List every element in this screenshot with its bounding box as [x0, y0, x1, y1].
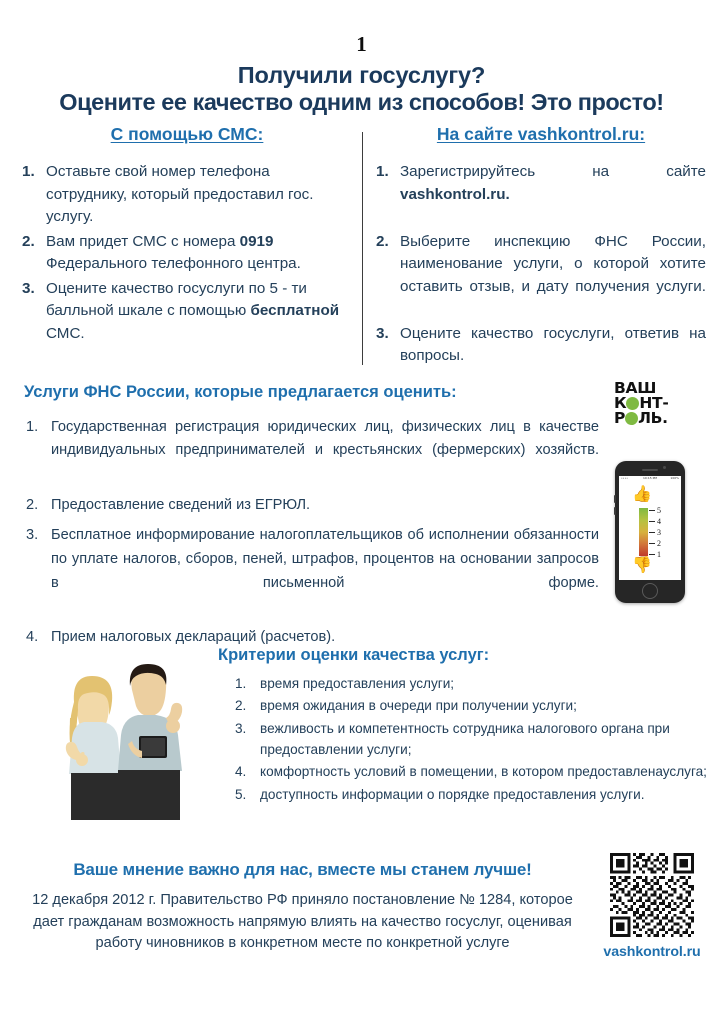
- site-step-marker: 3.: [376, 324, 389, 342]
- page-title: [14, 62, 709, 117]
- sms-step-segment: Оставьте свой номер телефона сотруднику, который предоставил гос. услугу.: [46, 163, 314, 225]
- thumbs-down-icon: 👎: [632, 557, 652, 574]
- site-step-text: [400, 163, 706, 225]
- qr-caption-link[interactable]: vashkontrol.ru: [603, 944, 701, 960]
- criterion-marker: 2.: [235, 698, 247, 714]
- criterion-marker: 3.: [235, 721, 247, 737]
- rating-tick-label: 4: [657, 517, 661, 526]
- website-instructions-column: [376, 124, 706, 392]
- criterion-text: доступность информации о порядке предоставления услуги.: [260, 787, 645, 803]
- status-signal: ••••: [621, 476, 629, 480]
- services-list: [24, 416, 599, 650]
- rating-tick-label: 2: [657, 539, 661, 548]
- phone-camera: [663, 466, 666, 469]
- rating-tick: [649, 543, 655, 544]
- sms-instructions-column: [22, 124, 352, 347]
- criterion-marker: 1.: [235, 675, 247, 691]
- site-step-emphasis: vashkontrol.ru.: [400, 185, 510, 203]
- rating-tick: [649, 532, 655, 533]
- rating-tick-label: 5: [657, 506, 661, 515]
- phone-volume-button-2: [614, 507, 616, 515]
- status-battery: 100%: [670, 476, 679, 480]
- sms-step-segment: СМС.: [46, 324, 85, 342]
- logo-line-3-pre: Р: [614, 408, 626, 427]
- sms-steps-list: [22, 161, 352, 345]
- rating-scale: [649, 507, 673, 557]
- service-item: [24, 494, 599, 518]
- service-text: Прием налоговых деклараций (расчетов).: [51, 628, 336, 645]
- logo-line-3: [614, 408, 694, 427]
- site-step-segment: Выберите инспекцию ФНС России, наименование услуги, о которой хотите оставить отзыв, и дату получения услуги.: [400, 232, 706, 295]
- criterion-item: [235, 762, 708, 783]
- criterion-text: вежливость и компетентность сотрудника налогового органа при предоставлении услуги;: [260, 721, 670, 757]
- couple-photo: [38, 648, 213, 820]
- logo-green-circle-icon-2: [625, 412, 638, 425]
- site-step-marker: 2.: [376, 232, 389, 250]
- sms-step-segment: Оцените качество госуслуги по 5 - ти балльной шкале с помощью: [46, 279, 307, 319]
- sms-step-item: [22, 278, 352, 346]
- criterion-text: комфортность условий в помещении, в котором предоставленауслуга;: [260, 764, 707, 780]
- rating-tick: [649, 554, 655, 555]
- services-heading: Услуги ФНС России, которые предлагается оценить:: [24, 383, 457, 401]
- phone-earpiece: [642, 469, 658, 471]
- criterion-marker: 4.: [235, 764, 247, 780]
- site-step-text: [400, 233, 706, 318]
- sms-step-text: [46, 233, 301, 273]
- rating-gradient-bar: [639, 508, 648, 556]
- service-marker: 2.: [26, 496, 39, 513]
- rating-tick: [649, 521, 655, 522]
- site-step-segment: Оцените качество госуслуги, ответив на вопросы.: [400, 324, 706, 364]
- footer-text: 12 декабря 2012 г. Правительство РФ приняло постановление № 1284, которое дает гражданам возможность напрямую влиять на качество госуслуг, оценивая работу чиновников в конкретном месте по конкретной услуге: [32, 892, 573, 951]
- service-item: [24, 416, 599, 487]
- vash-kontrol-logo: [614, 381, 694, 426]
- site-step-item: [376, 231, 706, 321]
- criterion-item: [235, 719, 708, 760]
- service-marker: 3.: [26, 527, 39, 544]
- site-column-heading: На сайте vashkontrol.ru:: [436, 124, 646, 144]
- service-text: Бесплатное информирование налогоплательщиков об исполнении обязанности по уплате налогов, сборов, пеней, штрафов, процентов на основании запросов в письменной форме.: [51, 527, 599, 591]
- criteria-heading: Критерии оценки качества услуг:: [218, 646, 490, 664]
- page-number: 1: [356, 32, 367, 56]
- criterion-item: [235, 785, 708, 806]
- logo-line-1: ВАШ: [614, 379, 657, 397]
- thumbs-up-icon: 👍: [632, 486, 652, 503]
- service-item: [24, 524, 599, 619]
- services-section: [24, 383, 599, 657]
- sms-column-heading: С помощью СМС:: [110, 124, 264, 144]
- phone-mockup: [615, 461, 685, 603]
- rating-tick-label: 1: [657, 550, 661, 559]
- sms-step-emphasis: бесплатной: [250, 302, 340, 319]
- page-title-line-2: Оцените ее качество одним из способов! Это просто!: [59, 89, 664, 116]
- service-marker: 1.: [26, 418, 39, 435]
- two-column-instructions: [0, 124, 723, 374]
- sms-step-text: [46, 163, 314, 225]
- couple-photo-illustration: [38, 648, 213, 820]
- footer-section: [20, 860, 585, 954]
- logo-line-3-post: ЛЬ: [638, 408, 663, 427]
- site-steps-list: [376, 161, 706, 390]
- sms-step-marker: 2.: [22, 232, 35, 250]
- footer-heading: Ваше мнение важно для нас, вместе мы станем лучше!: [73, 860, 532, 879]
- logo-line-2-pre: К: [614, 393, 627, 412]
- criterion-marker: 5.: [235, 787, 247, 803]
- criterion-text: время предоставления услуги;: [260, 675, 455, 691]
- phone-screen: [619, 476, 681, 580]
- site-step-item: [376, 323, 706, 391]
- criterion-text: время ожидания в очереди при получении услуги;: [260, 698, 577, 714]
- criterion-item: [235, 674, 708, 695]
- status-time: 10:15 PM: [643, 476, 657, 480]
- service-marker: 4.: [26, 628, 39, 645]
- sms-step-item: [22, 231, 352, 276]
- sms-step-marker: 1.: [22, 163, 35, 180]
- phone-volume-button: [614, 495, 616, 503]
- sms-step-segment: Вам придет СМС с номера: [46, 232, 240, 250]
- criterion-item: [235, 696, 708, 717]
- column-divider: [362, 132, 363, 365]
- sms-step-item: [22, 161, 352, 229]
- rating-tick: [649, 510, 655, 511]
- logo-line-2-post: НТ-: [639, 393, 669, 412]
- service-text: Государственная регистрация юридических лиц, физических лиц в качестве индивидуальных предпринимателей и крестьянских (фермерских) хозяйств.: [51, 418, 599, 459]
- site-step-marker: 1.: [376, 163, 389, 180]
- qr-block[interactable]: [596, 853, 708, 960]
- page-title-line-1: Получили госуслугу?: [237, 62, 486, 88]
- logo-period: .: [662, 408, 668, 427]
- qr-code-icon[interactable]: [610, 853, 694, 937]
- sms-step-segment: Федерального телефонного центра.: [46, 255, 301, 272]
- criteria-list: [218, 674, 708, 806]
- site-step-segment: Зарегистрируйтесь на сайте: [400, 163, 706, 180]
- rating-tick-label: 3: [657, 528, 661, 537]
- sms-step-emphasis: 0919: [239, 232, 274, 250]
- criteria-section: [218, 646, 708, 808]
- sms-step-text: [46, 280, 339, 342]
- sms-step-marker: 3.: [22, 279, 35, 297]
- site-step-item: [376, 161, 706, 229]
- rating-widget: [619, 482, 681, 580]
- service-text: Предоставление сведений из ЕГРЮЛ.: [51, 496, 311, 513]
- site-step-text: [400, 325, 706, 387]
- phone-home-button: [642, 583, 658, 599]
